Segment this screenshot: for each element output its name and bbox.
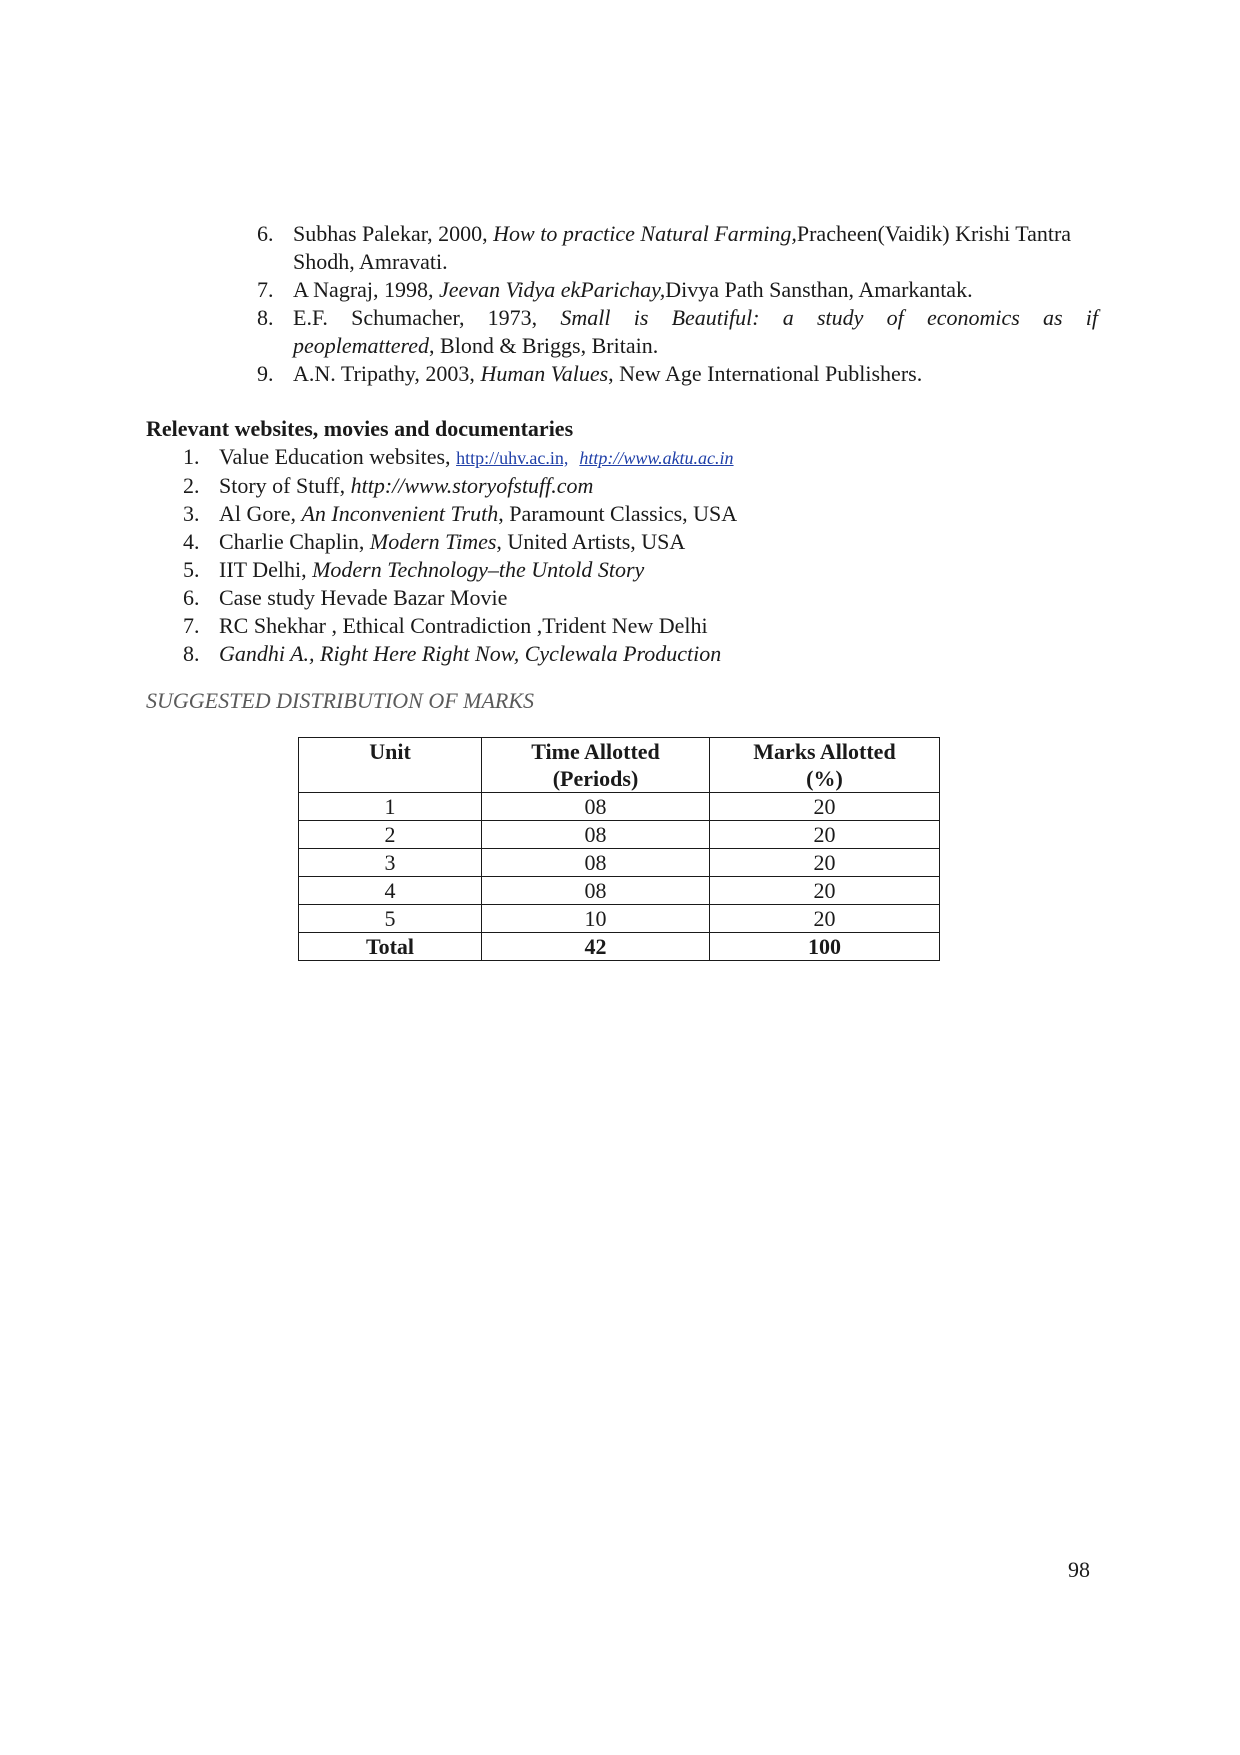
reference-title: How to practice Natural Farming, [493,221,797,246]
header-text: Time Allotted [531,739,660,764]
list-number: 6. [257,221,274,246]
item-text: Case study Hevade Bazar Movie [219,585,508,610]
item-title: http://www.storyofstuff.com [350,473,594,498]
table-row [299,793,940,821]
list-number: 8. [183,641,200,666]
marks-table [298,737,940,961]
table-cell: 100 [710,933,940,961]
reference-item [250,220,1098,276]
table-cell: 08 [482,877,710,905]
reference-text: A.N. Tripathy, 2003, [293,361,481,386]
list-number: 2. [183,473,200,498]
reference-item [250,276,1098,304]
reference-text: E.F. Schumacher, 1973, [293,305,561,330]
reference-title: Human Values [480,361,609,386]
table-cell: 20 [710,793,940,821]
item-text: Story of Stuff, [219,473,351,498]
list-number: 8. [257,305,274,330]
item-title: Modern Technology–the Untold Story [312,557,645,582]
list-number: 4. [183,529,200,554]
column-header-unit [299,738,482,793]
header-text: Unit [369,739,411,764]
table-cell: 20 [710,905,940,933]
table-cell: Total [299,933,482,961]
marks-heading: SUGGESTED DISTRIBUTION OF MARKS [146,688,535,713]
reference-item [250,304,1098,360]
list-item [176,640,1076,668]
list-number: 3. [183,501,200,526]
references-list [250,220,1098,388]
table-row [299,849,940,877]
reference-item [250,360,1098,388]
reference-title: peoplemattered [293,333,430,358]
column-header-marks [710,738,940,793]
list-number: 1. [183,444,200,469]
reference-text: Subhas Palekar, 2000, [293,221,494,246]
item-text: Value Education websites, [219,444,457,469]
reference-text: Pracheen(Vaidik) Krishi Tantra Shodh, Amravati. [293,221,1072,274]
table-cell: 08 [482,821,710,849]
reference-title: Jeevan Vidya ekParichay, [439,277,666,302]
item-title: An Inconvenient Truth [301,501,499,526]
reference-title: Small is Beautiful: a study of economics as if [560,305,1098,330]
table-cell: 5 [299,905,482,933]
item-text: Charlie Chaplin, [219,529,370,554]
table-cell: 2 [299,821,482,849]
list-item [176,443,1076,472]
list-item [176,612,1076,640]
page-number: 98 [1068,1557,1090,1582]
list-number: 9. [257,361,274,386]
item-title: Gandhi A., Right Here Right Now, Cyclewala Production [219,641,722,666]
header-text: (%) [806,766,843,791]
column-header-time [482,738,710,793]
table-total-row [299,933,940,961]
item-text: , Paramount Classics, USA [498,501,738,526]
table-cell: 4 [299,877,482,905]
table-cell: 3 [299,849,482,877]
list-item [176,472,1076,500]
item-title: Modern Times [369,529,497,554]
reference-text: , New Age International Publishers. [608,361,923,386]
header-text: Marks Allotted [753,739,896,764]
list-item [176,500,1076,528]
reference-text: , Blond & Briggs, Britain. [429,333,659,358]
reference-text: Divya Path Sansthan, Amarkantak. [665,277,973,302]
table-cell: 20 [710,821,940,849]
website-link[interactable]: http://uhv.ac.in, [456,448,569,468]
item-text: , United Artists, USA [496,529,686,554]
table-cell: 42 [482,933,710,961]
website-link[interactable]: http://www.aktu.ac.in [579,448,734,468]
table-cell: 20 [710,849,940,877]
table-cell: 20 [710,877,940,905]
media-list [176,443,1076,668]
list-item [176,528,1076,556]
reference-line [293,304,1098,332]
section-heading: Relevant websites, movies and documentaries [146,416,574,441]
table-cell: 10 [482,905,710,933]
table-row [299,905,940,933]
item-text: RC Shekhar , Ethical Contradiction ,Trident New Delhi [219,613,708,638]
list-number: 6. [183,585,200,610]
table-cell: 08 [482,849,710,877]
list-item [176,584,1076,612]
list-item [176,556,1076,584]
list-number: 7. [257,277,274,302]
reference-line [293,332,1098,360]
table-cell: 08 [482,793,710,821]
item-text: Al Gore, [219,501,302,526]
table-header-row [299,738,940,793]
header-text: (Periods) [552,766,639,791]
table-row [299,877,940,905]
reference-text: A Nagraj, 1998, [293,277,440,302]
list-number: 7. [183,613,200,638]
list-number: 5. [183,557,200,582]
table-cell: 1 [299,793,482,821]
table-row [299,821,940,849]
item-text: IIT Delhi, [219,557,313,582]
